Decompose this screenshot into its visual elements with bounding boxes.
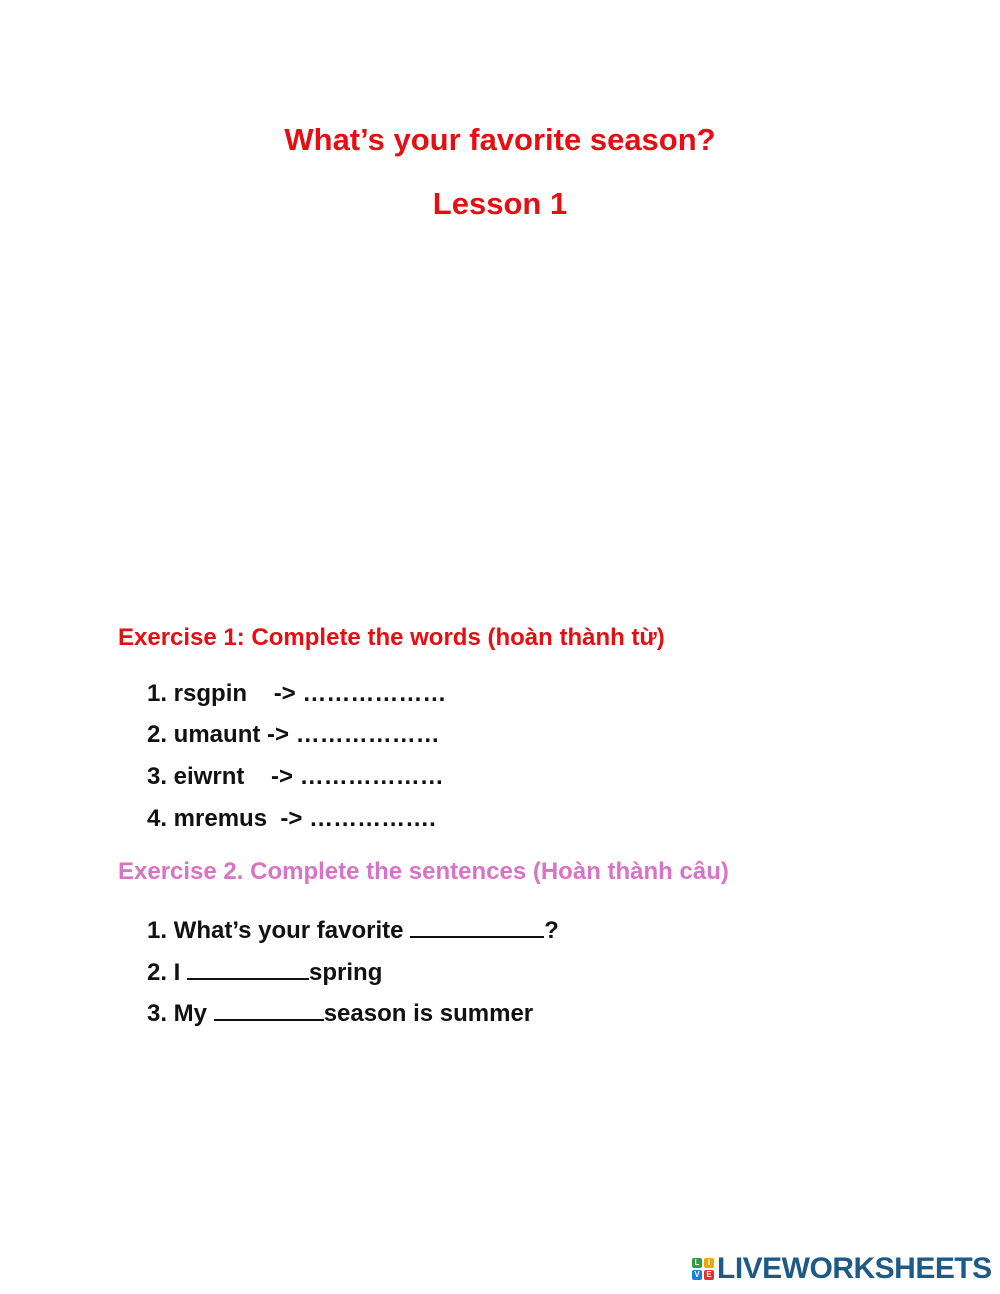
logo-letter: E — [704, 1270, 714, 1280]
sentence-end: spring — [309, 959, 383, 986]
answer-blank — [214, 997, 324, 1021]
sentence-end: ? — [544, 917, 559, 944]
sentence-end: season is summer — [323, 1000, 534, 1027]
exercise-2-item — [147, 997, 533, 1028]
logo-letter: I — [704, 1258, 714, 1268]
exercise-1-item: 3. eiwrnt -> ……………… — [147, 763, 444, 790]
exercise-1-heading: Exercise 1: Complete the words (hoàn thành từ) — [118, 624, 665, 651]
lesson-title: Lesson 1 — [432, 186, 568, 221]
answer-blank — [410, 914, 544, 938]
exercise-1-item: 2. umaunt -> ……………… — [147, 721, 440, 748]
answer-blank — [187, 956, 309, 980]
sentence-start: 3. My — [147, 1000, 214, 1027]
exercise-2-heading: Exercise 2. Complete the sentences (Hoàn thành câu) — [118, 858, 729, 885]
page-title: What’s your favorite season? — [284, 122, 716, 157]
logo-letter: V — [692, 1270, 702, 1280]
sentence-start: 2. I — [147, 959, 188, 986]
exercise-1-item: 1. rsgpin -> ……………… — [147, 680, 447, 707]
exercise-2-item — [147, 956, 382, 987]
exercise-2-item — [147, 914, 559, 945]
brand-name: LIVEWORKSHEETS — [717, 1252, 992, 1285]
liveworksheets-logo — [692, 1253, 992, 1285]
logo-mark-icon — [692, 1258, 714, 1280]
exercise-1-item: 4. mremus -> ……………. — [147, 805, 436, 832]
logo-letter: L — [692, 1258, 702, 1268]
sentence-start: 1. What’s your favorite — [147, 917, 411, 944]
